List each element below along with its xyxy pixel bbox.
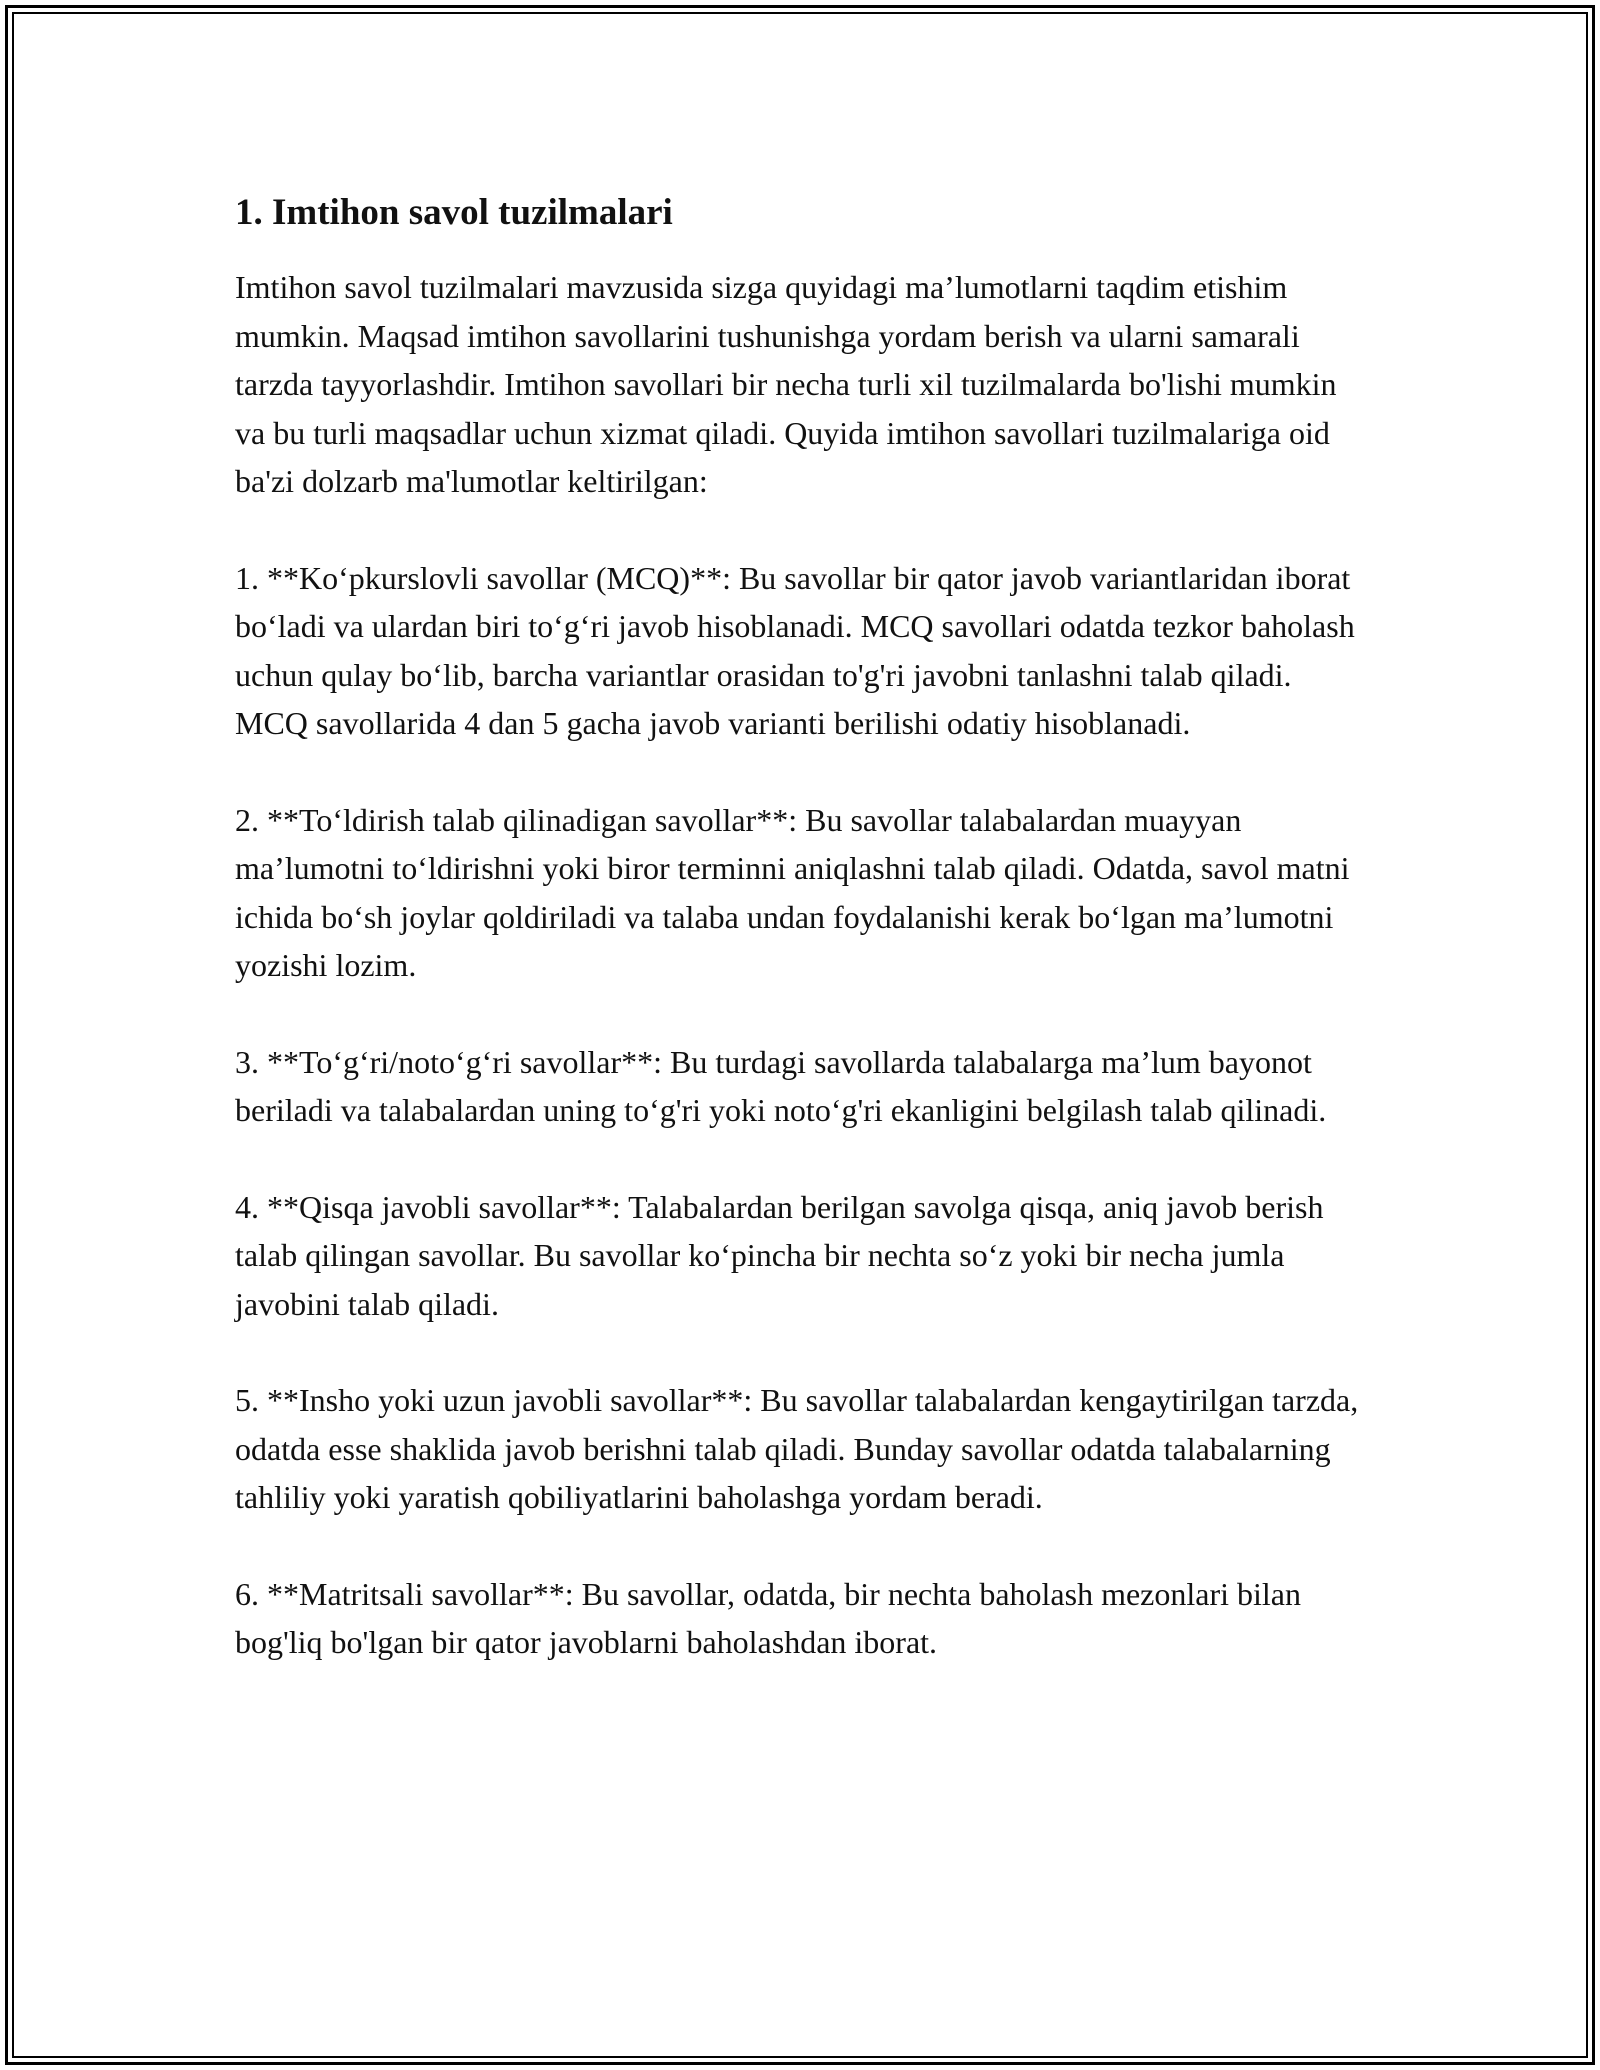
paragraph-short-answer: 4. **Qisqa javobli savollar**: Talabalardan berilgan savolga qisqa, aniq javob berish talab qilingan savollar. Bu savollar ko‘pincha bir nechta so‘z yoki bir necha jumla javobini talab qiladi. [235,1188,1324,1322]
paragraph-fill-in: 2. **To‘ldirish talab qilinadigan savollar**: Bu savollar talabalardan muayyan ma’lumotni to‘ldirishni yoki biror terminni aniqlashni talab qiladi. Odatda, savol matni ichida bo‘sh joylar qoldiriladi va talaba undan foydalanishi kerak bo‘lgan ma’lumotni yozishi lozim. [235,801,1350,983]
paragraph-true-false: 3. **To‘g‘ri/noto‘g‘ri savollar**: Bu turdagi savollarda talabalarga ma’lum bayonot beriladi va talabalardan uning to‘g'ri yoki noto‘g'ri ekanligini belgilash talab qilinadi. [235,1043,1327,1128]
intro-paragraph: Imtihon savol tuzilmalari mavzusida sizga quyidagi ma’lumotlarni taqdim etishim mumkin. Maqsad imtihon savollarini tushunishga yordam berish va ularni samarali tarzda tayyorlashdir. Imtihon savollari bir necha turli xil tuzilmalarda bo'lishi mumkin va bu turli maqsadlar uchun xizmat qiladi. Quyida imtihon savollari tuzilmalariga oid ba'zi dolzarb ma'lumotlar keltirilgan: [235,269,1337,499]
paragraph-essay: 5. **Insho yoki uzun javobli savollar**: Bu savollar talabalardan kengaytirilgan tarzda, odatda esse shaklida javob berishni talab qiladi. Bunday savollar odatda talabalarning tahliliy yoki yaratish qobiliyatlarini baholashga yordam beradi. [235,1382,1359,1515]
paragraph-mcq: 1. **Ko‘pkurslovli savollar (MCQ)**: Bu savollar bir qator javob variantlaridan iborat bo‘ladi va ulardan biri to‘g‘ri javob hisoblanadi. MCQ savollari odatda tezkor baholash uchun qulay bo‘lib, barcha variantlar orasidan to'g'ri javobni tanlashni talab qiladi. MCQ savollarida 4 dan 5 gacha javob varianti berilishi odatiy hisoblanadi. [235,559,1355,741]
paragraph-matrix: 6. **Matritsali savollar**: Bu savollar, odatda, bir nechta baholash mezonlari bilan bog'liq bo'lgan bir qator javoblarni baholashdan iborat. [235,1575,1301,1660]
document-title: 1. Imtihon savol tuzilmalari [235,192,673,233]
document-body [235,185,1365,1667]
